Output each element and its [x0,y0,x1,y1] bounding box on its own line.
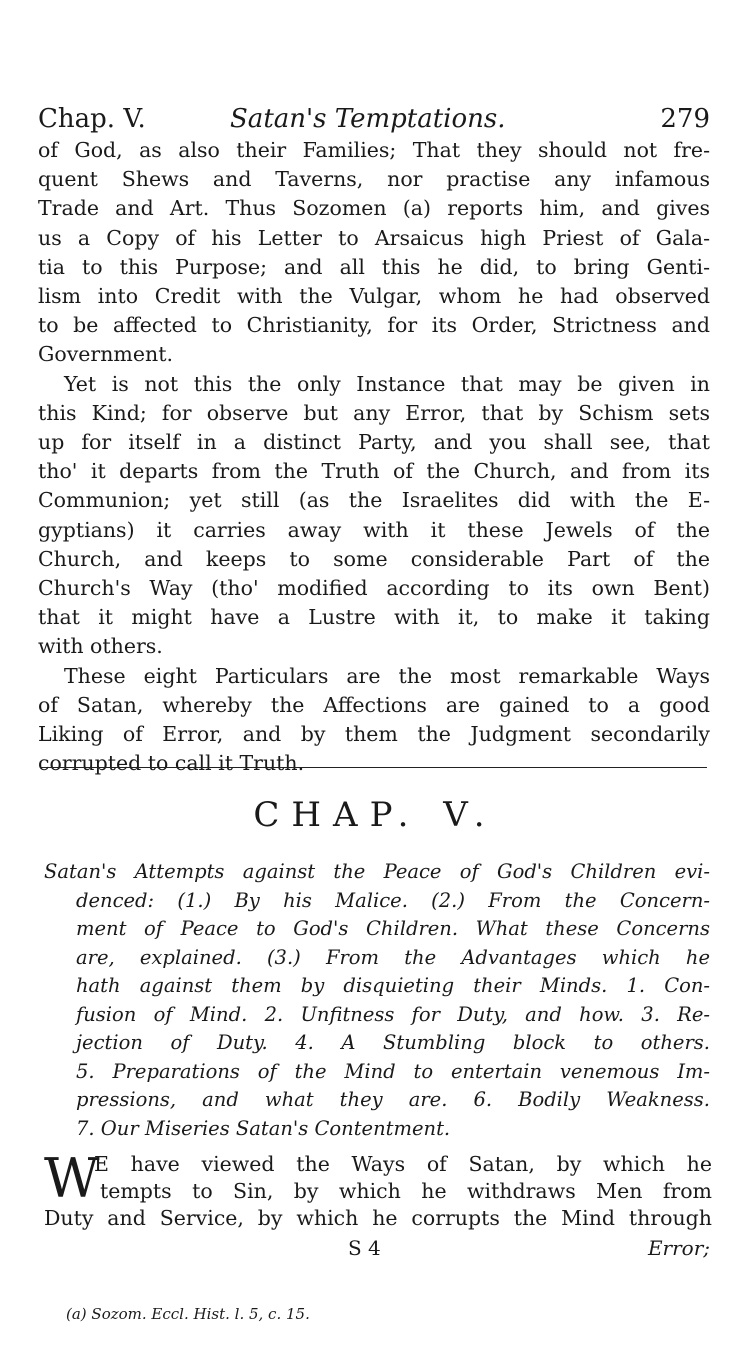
text-line: to be affected to Christianity, for its Order, Strictness and [38,313,710,338]
text-line: Duty and Service, by which he corrupts the Mind through [44,1206,712,1230]
text-line: tempts to Sin, by which he withdraws Men from [100,1179,712,1203]
text-line: tia to this Purpose; and all this he did, to bring Genti- [38,254,710,279]
text-line: quent Shews and Taverns, nor practise any infamous [38,167,710,192]
summary-line: pressions, and what they are. 6. Bodily Weakness. [76,1088,710,1111]
chapter-heading: CHAP. V. [253,795,497,835]
header-chapter: Chap. V. [38,104,146,134]
text-line: corrupted to call it Truth. [38,751,305,776]
summary-line: are, explained. (3.) From the Advantages which he [76,945,710,969]
text-line: These eight Particulars are the most remarkable Ways [64,663,710,688]
text-line: of Satan, whereby the Affections are gained to a good [38,692,710,717]
text-line: Communion; yet still (as the Israelites did with the E- [38,488,710,513]
text-line: Church's Way (tho' modified according to its own Bent) [38,576,710,601]
text-line: Government. [38,342,173,367]
header-running-title: Satan's Temptations. [230,104,506,134]
running-header [38,104,710,140]
text-line: with others. [38,634,163,659]
text-line: E have viewed the Ways of Satan, by which he [94,1152,712,1176]
text-line: gyptians) it carries away with it these Jewels of the [38,517,710,542]
text-line: this Kind; for observe but any Error, that by Schism sets [38,400,710,425]
text-line: Yet is not this the only Instance that may be given in [64,371,710,396]
page-number: 279 [660,104,710,134]
summary-line: fusion of Mind. 2. Unfitness for Duty, and how. 3. Re- [76,1002,710,1026]
summary-line: 7. Our Miseries Satan's Contentment. [76,1116,451,1140]
signature-mark: S 4 [348,1236,381,1260]
text-line: tho' it departs from the Truth of the Church, and from its [38,459,710,484]
text-line: Trade and Art. Thus Sozomen (a) reports him, and gives [38,196,710,221]
section-divider [40,767,707,768]
summary-line: ment of Peace to God's Children. What these Concerns [76,917,710,940]
summary-line: Satan's Attempts against the Peace of God's Children evi- [44,860,710,883]
text-line: Liking of Error, and by them the Judgment secondarily [38,722,710,747]
catchword: Error; [647,1236,710,1260]
text-line: lism into Credit with the Vulgar, whom he had observed [38,284,710,309]
text-line: that it might have a Lustre with it, to make it taking [38,605,710,630]
text-line: of God, as also their Families; That they should not fre- [38,138,710,162]
footnote: (a) Sozom. Eccl. Hist. l. 5, c. 15. [66,1305,310,1323]
body-paragraphs [38,136,710,778]
opening-paragraph [44,1147,712,1232]
text-line: up for itself in a distinct Party, and you shall see, that [38,430,710,455]
summary-line: 5. Preparations of the Mind to entertain venemous Im- [76,1059,710,1083]
catchline [38,1236,710,1264]
drop-cap: W [44,1147,100,1210]
text-line: Church, and keeps to some considerable Part of the [38,546,710,571]
chapter-summary [44,858,710,1143]
summary-line: hath against them by disquieting their Minds. 1. Con- [76,974,710,997]
text-line: us a Copy of his Letter to Arsaicus high Priest of Gala- [38,225,710,250]
summary-line: jection of Duty. 4. A Stumbling block to others. [76,1031,710,1054]
summary-line: denced: (1.) By his Malice. (2.) From the Concern- [76,888,710,912]
